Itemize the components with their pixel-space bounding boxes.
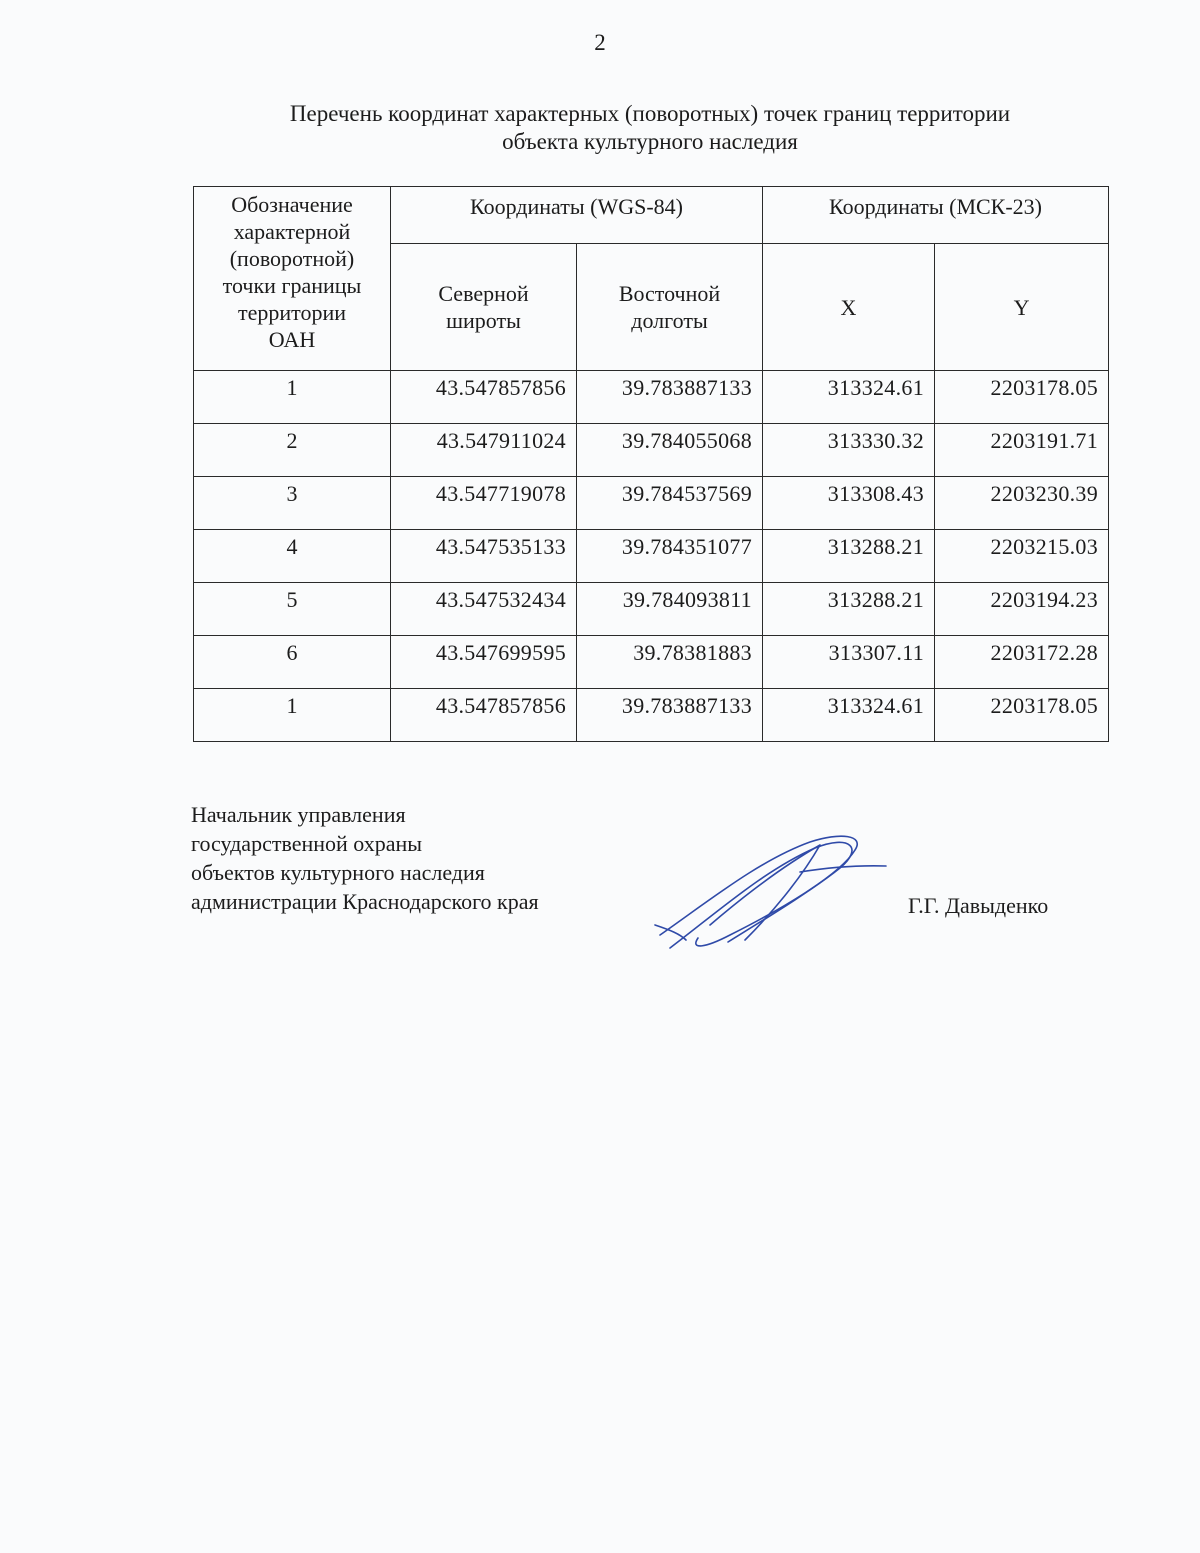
cell-latitude: 43.547911024 xyxy=(391,424,577,477)
signatory-title-line: Начальник управления xyxy=(191,802,406,827)
handwritten-signature xyxy=(650,830,890,960)
cell-x: 313288.21 xyxy=(763,583,935,636)
cell-y: 2203178.05 xyxy=(935,689,1109,742)
cell-y: 2203172.28 xyxy=(935,636,1109,689)
table-row xyxy=(194,424,1109,477)
cell-latitude: 43.547857856 xyxy=(391,689,577,742)
signature-stroke xyxy=(710,845,820,940)
header-latitude-line: Северной xyxy=(438,281,529,306)
header-longitude-line: долготы xyxy=(631,308,708,333)
table-row xyxy=(194,371,1109,424)
cell-latitude: 43.547535133 xyxy=(391,530,577,583)
header-point-line: характерной xyxy=(233,219,351,244)
cell-longitude: 39.783887133 xyxy=(577,689,763,742)
table-row xyxy=(194,689,1109,742)
signatory-title-line: объектов культурного наследия xyxy=(191,860,485,885)
page-number: 2 xyxy=(594,30,606,55)
title-line-1: Перечень координат характерных (поворотных) точек границ территории xyxy=(289,101,1011,126)
header-latitude xyxy=(391,244,577,371)
cell-x: 313324.61 xyxy=(763,371,935,424)
cell-latitude: 43.547699595 xyxy=(391,636,577,689)
header-point-line: точки границы xyxy=(222,273,362,298)
cell-latitude: 43.547857856 xyxy=(391,371,577,424)
cell-y: 2203230.39 xyxy=(935,477,1109,530)
header-latitude-line: широты xyxy=(446,308,521,333)
signature-stroke xyxy=(670,842,852,948)
header-wgs84-group: Координаты (WGS-84) xyxy=(391,187,763,244)
cell-longitude: 39.78381883 xyxy=(577,636,763,689)
signature-stroke xyxy=(800,866,886,872)
cell-point: 1 xyxy=(194,689,391,742)
header-longitude-line: Восточной xyxy=(618,281,721,306)
cell-y: 2203178.05 xyxy=(935,371,1109,424)
signatory-name: Г.Г. Давыденко xyxy=(908,893,1049,918)
table-row xyxy=(194,530,1109,583)
cell-y: 2203215.03 xyxy=(935,530,1109,583)
header-msk23-group: Координаты (МСК-23) xyxy=(763,187,1109,244)
cell-point: 3 xyxy=(194,477,391,530)
title-line-2: объекта культурного наследия xyxy=(502,129,798,154)
cell-x: 313288.21 xyxy=(763,530,935,583)
cell-longitude: 39.784055068 xyxy=(577,424,763,477)
header-x: X xyxy=(763,244,935,371)
header-point-line: Обозначение xyxy=(231,192,353,217)
signatory-title xyxy=(191,800,539,916)
cell-x: 313330.32 xyxy=(763,424,935,477)
header-point-line: ОАН xyxy=(268,327,316,352)
header-point-line: территории xyxy=(237,300,347,325)
table-row xyxy=(194,583,1109,636)
document-title xyxy=(150,100,1150,156)
cell-point: 6 xyxy=(194,636,391,689)
header-longitude xyxy=(577,244,763,371)
cell-y: 2203194.23 xyxy=(935,583,1109,636)
signature-stroke xyxy=(660,836,857,946)
cell-y: 2203191.71 xyxy=(935,424,1109,477)
cell-point: 4 xyxy=(194,530,391,583)
header-y: Y xyxy=(935,244,1109,371)
cell-x: 313307.11 xyxy=(763,636,935,689)
table-row xyxy=(194,477,1109,530)
cell-x: 313324.61 xyxy=(763,689,935,742)
cell-latitude: 43.547532434 xyxy=(391,583,577,636)
header-point-designation xyxy=(194,187,391,371)
table-row xyxy=(194,636,1109,689)
cell-point: 1 xyxy=(194,371,391,424)
cell-x: 313308.43 xyxy=(763,477,935,530)
cell-longitude: 39.784093811 xyxy=(577,583,763,636)
cell-point: 2 xyxy=(194,424,391,477)
signatory-title-line: администрации Краснодарского края xyxy=(191,889,539,914)
header-point-line: (поворотной) xyxy=(229,246,355,271)
cell-latitude: 43.547719078 xyxy=(391,477,577,530)
cell-longitude: 39.784537569 xyxy=(577,477,763,530)
cell-point: 5 xyxy=(194,583,391,636)
coordinates-table xyxy=(193,186,1109,742)
signatory-title-line: государственной охраны xyxy=(191,831,423,856)
cell-longitude: 39.784351077 xyxy=(577,530,763,583)
cell-longitude: 39.783887133 xyxy=(577,371,763,424)
